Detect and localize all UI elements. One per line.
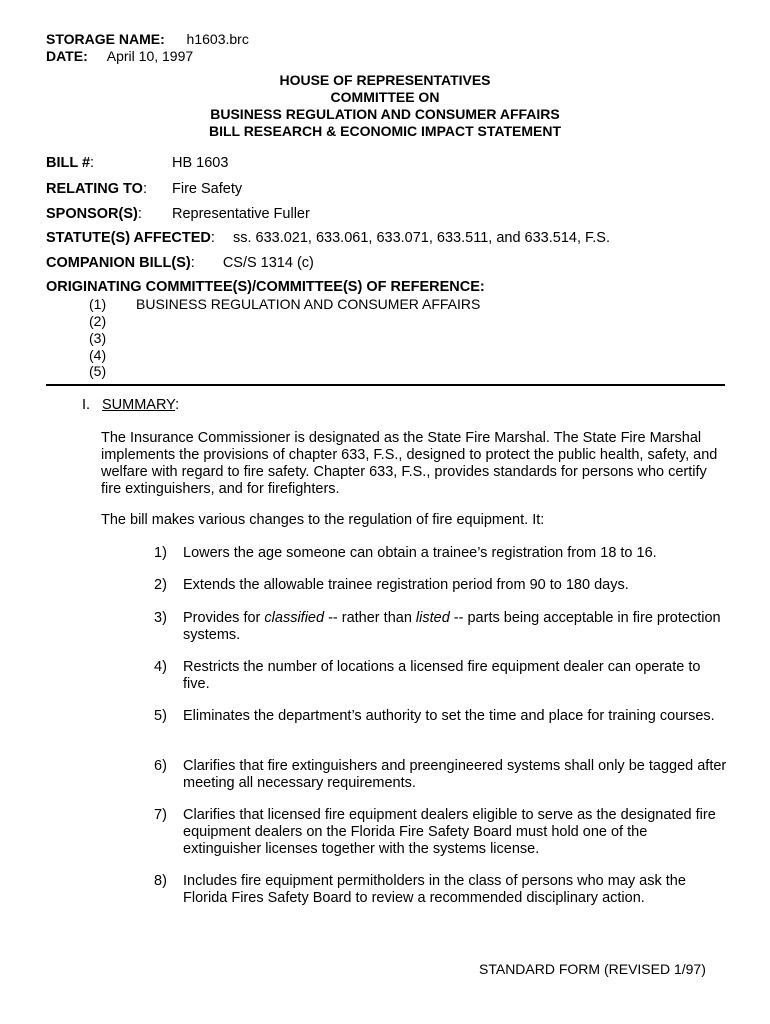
relating-to-row: RELATING TO:	[46, 181, 147, 197]
sponsor-row: SPONSOR(S):	[46, 206, 142, 222]
statutes-row: STATUTE(S) AFFECTED: ss. 633.021, 633.061, 633.071, 633.511, and 633.514, F.S.	[46, 230, 610, 246]
committee-name-1: BUSINESS REGULATION AND CONSUMER AFFAIRS	[136, 296, 481, 312]
storage-name-line: STORAGE NAME: h1603.brc	[46, 31, 249, 47]
committees-label: ORIGINATING COMMITTEE(S)/COMMITTEE(S) OF REFERENCE	[46, 279, 480, 295]
list-item-text: Includes fire equipment permitholders in the class of persons who may ask the Florida Fires Safety Board to review a recommended disciplinary action.	[183, 873, 686, 906]
companion-value: CS/S 1314 (c)	[222, 255, 314, 271]
list-item-number: 1)	[154, 545, 167, 561]
bill-number-value: HB 1603	[172, 155, 229, 171]
list-item-text: Lowers the age someone can obtain a trainee’s registration from 18 to 16.	[183, 545, 657, 561]
list-item-text: Eliminates the department’s authority to set the time and place for training courses.	[183, 708, 715, 724]
list-item-number: 8)	[154, 873, 167, 889]
committee-num-4: (4)	[89, 347, 107, 363]
bill-number-label: BILL #	[46, 155, 91, 171]
summary-section-number: I.	[82, 397, 91, 413]
companion-row: COMPANION BILL(S): CS/S 1314 (c)	[46, 255, 314, 271]
storage-name-label: STORAGE NAME	[46, 31, 161, 47]
summary-paragraph-1: The Insurance Commissioner is designated as the State Fire Marshal. The State Fire Marshal implements the provisions of chapter 633, F.S., designed to protect the public health, safety, and welfare with regard to fire safety. Chapter 633, F.S., provides standards for persons who certify fire extinguishers, and for firefighters.	[101, 430, 718, 497]
list-item-number: 5)	[154, 708, 167, 724]
committee-num-2: (2)	[89, 313, 107, 329]
date-line: DATE: April 10, 1997	[46, 48, 194, 64]
list-item-number: 4)	[154, 659, 167, 675]
relating-to-label: RELATING TO	[46, 181, 143, 197]
list-item-text: Provides for classified -- rather than listed -- parts being acceptable in fire protection systems.	[183, 610, 721, 643]
committees-heading: ORIGINATING COMMITTEE(S)/COMMITTEE(S) OF REFERENCE:	[46, 279, 485, 295]
list-item-text: Clarifies that licensed fire equipment dealers eligible to serve as the designated fire equipment dealers on the Florida Fire Safety Board must hold one of the extinguisher licenses together with the systems license.	[183, 807, 716, 857]
date-value: April 10, 1997	[106, 48, 194, 64]
bill-number-row: BILL #:	[46, 155, 95, 171]
date-label: DATE	[46, 48, 84, 64]
list-item-number: 2)	[154, 577, 167, 593]
statutes-label: STATUTE(S) AFFECTED	[46, 230, 211, 246]
companion-label: COMPANION BILL(S)	[46, 255, 191, 271]
sponsor-value: Representative Fuller	[172, 206, 310, 222]
committee-num-3: (3)	[89, 330, 107, 346]
title-line-2: COMMITTEE ON	[330, 89, 440, 105]
form-footer-label: STANDARD FORM (REVISED 1/97)	[479, 961, 706, 977]
storage-name-value: h1603.brc	[186, 31, 249, 47]
horizontal-divider	[46, 384, 725, 386]
list-item-number: 3)	[154, 610, 167, 626]
relating-to-value: Fire Safety	[172, 181, 243, 197]
summary-heading: SUMMARY:	[102, 397, 180, 413]
list-item-text: Extends the allowable trainee registration period from 90 to 180 days.	[183, 577, 629, 593]
list-item-number: 6)	[154, 758, 167, 774]
statutes-value: ss. 633.021, 633.061, 633.071, 633.511, and 633.514, F.S.	[232, 230, 610, 246]
title-line-1: HOUSE OF REPRESENTATIVES	[279, 72, 491, 88]
committee-num-1: (1)	[89, 296, 107, 312]
list-item-text: Restricts the number of locations a licensed fire equipment dealer can operate to five.	[183, 659, 701, 692]
title-line-4: BILL RESEARCH & ECONOMIC IMPACT STATEMENT	[208, 123, 562, 139]
sponsor-label: SPONSOR(S)	[46, 206, 138, 222]
list-item-number: 7)	[154, 807, 167, 823]
summary-paragraph-2: The bill makes various changes to the regulation of fire equipment. It:	[101, 512, 545, 528]
committee-num-5: (5)	[89, 363, 107, 379]
summary-heading-text: SUMMARY	[102, 397, 176, 413]
title-line-3: BUSINESS REGULATION AND CONSUMER AFFAIRS	[210, 106, 560, 122]
list-item-text: Clarifies that fire extinguishers and preengineered systems shall only be tagged after meeting all necessary requirements.	[183, 758, 727, 791]
